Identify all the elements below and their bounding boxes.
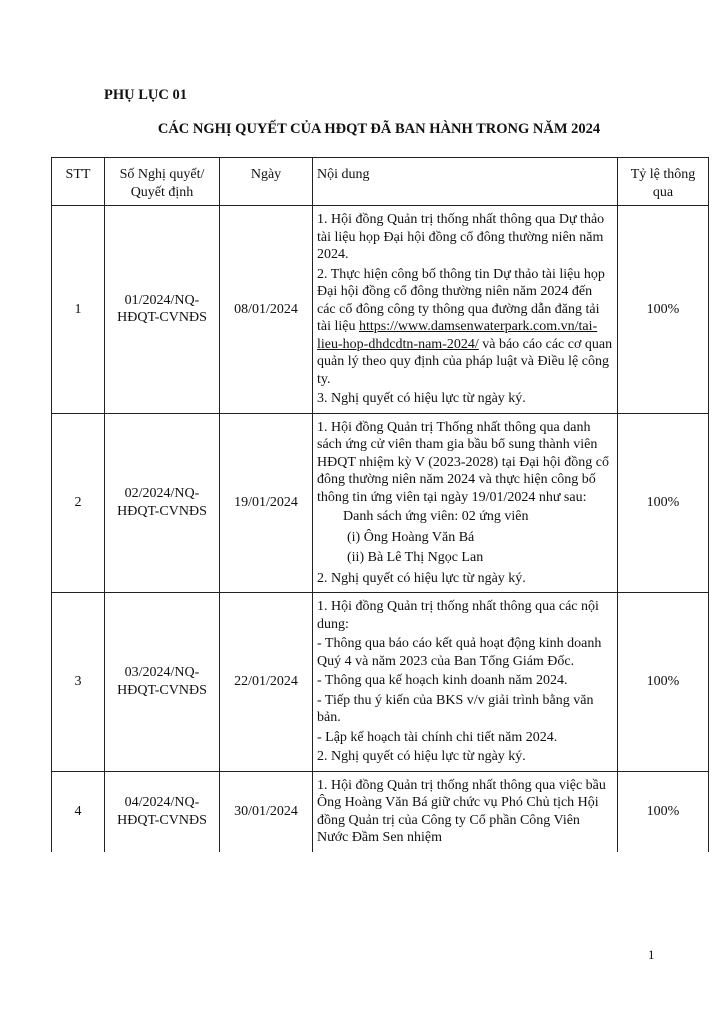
table-header-row [52, 158, 709, 206]
row-approval-rate: 100% [618, 206, 709, 414]
content-paragraph: 3. Nghị quyết có hiệu lực từ ngày ký. [317, 391, 526, 406]
row-stt: 4 [52, 771, 105, 852]
content-bullet: - Thông qua báo cáo kết quả hoạt động kinh doanh Quý 4 và năm 2023 của Ban Tổng Giám Đốc. [317, 636, 602, 669]
content-paragraph: 2. Nghị quyết có hiệu lực từ ngày ký. [317, 749, 526, 764]
content-paragraph: 1. Hội đồng Quản trị thống nhất thông qua việc bầu Ông Hoàng Văn Bá giữ chức vụ Phó Chủ tịch Hội đồng Quản trị của Công ty Cổ phần Công Viên Nước Đầm Sen nhiệm [317, 777, 606, 845]
row-content [313, 593, 618, 772]
content-text: và báo cáo các cơ quan quản lý theo quy định của pháp luật và Điều lệ công ty. [317, 336, 613, 387]
document-title: CÁC NGHỊ QUYẾT CỦA HĐQT ĐÃ BAN HÀNH TRONG NĂM 2024 [157, 121, 601, 137]
row-resolution-number: 02/2024/NQ-HĐQT-CVNĐS [105, 413, 220, 593]
header-resolution-number: Số Nghị quyết/ Quyết định [105, 158, 220, 206]
row-approval-rate: 100% [618, 771, 709, 852]
header-date: Ngày [220, 158, 313, 206]
candidate-list-title: Danh sách ứng viên: 02 ứng viên [343, 509, 529, 524]
row-stt: 3 [52, 593, 105, 772]
row-date: 19/01/2024 [220, 413, 313, 593]
row-approval-rate: 100% [618, 593, 709, 772]
row-resolution-number: 01/2024/NQ-HĐQT-CVNĐS [105, 206, 220, 414]
document-link[interactable]: https://www.damsenwaterpark.com.vn/tai-lieu-hop-dhdcdtn-nam-2024/ [317, 319, 598, 352]
content-paragraph [317, 266, 613, 389]
content-paragraph: 1. Hội đồng Quản trị thống nhất thông qua Dự thảo tài liệu họp Đại hội đồng cổ đông thường niên năm 2024. [317, 212, 605, 262]
content-bullet: - Tiếp thu ý kiến của BKS v/v giải trình bằng văn bản. [317, 692, 594, 725]
content-text: 2. Thực hiện công bố thông tin Dự thảo tài liệu họp Đại hội đồng cổ đông thường niên năm 2024 đến các cổ đông công ty thông qua đường dẫn đăng tải tài liệu [317, 266, 605, 334]
candidate-item: (i) Ông Hoàng Văn Bá [347, 529, 475, 545]
row-resolution-number: 03/2024/NQ-HĐQT-CVNĐS [105, 593, 220, 772]
content-paragraph: 1. Hội đồng Quản trị thống nhất thông qua các nội dung: [317, 599, 599, 632]
row-date: 30/01/2024 [220, 771, 313, 852]
header-approval-rate: Tỷ lệ thông qua [618, 158, 709, 206]
content-bullet: - Lập kế hoạch tài chính chi tiết năm 2024. [317, 729, 558, 745]
table-row [52, 771, 709, 852]
row-stt: 2 [52, 413, 105, 593]
row-content [313, 206, 618, 414]
row-content [313, 413, 618, 593]
row-content [313, 771, 618, 852]
table-row [52, 593, 709, 772]
row-stt: 1 [52, 206, 105, 414]
page-number: 1 [648, 947, 655, 962]
table-row [52, 413, 709, 593]
row-date: 22/01/2024 [220, 593, 313, 772]
content-bullet: - Thông qua kế hoạch kinh doanh năm 2024. [317, 673, 568, 688]
row-resolution-number: 04/2024/NQ-HĐQT-CVNĐS [105, 771, 220, 852]
content-paragraph: 1. Hội đồng Quản trị Thống nhất thông qua danh sách ứng cử viên tham gia bầu bổ sung thành viên HĐQT nhiệm kỳ V (2023-2028) tại Đại hội đồng cổ đông thường niên năm 2024 và thực hiện công bố thông tin ứng viên tại ngày 19/01/2024 như sau: [317, 419, 610, 505]
table-row [52, 206, 709, 414]
header-stt: STT [52, 158, 105, 206]
content-paragraph: 2. Nghị quyết có hiệu lực từ ngày ký. [317, 570, 526, 586]
header-content: Nội dung [313, 158, 618, 206]
row-date: 08/01/2024 [220, 206, 313, 414]
resolutions-table [51, 157, 709, 852]
row-approval-rate: 100% [618, 413, 709, 593]
appendix-title: PHỤ LỤC 01 [104, 87, 187, 103]
candidate-item: (ii) Bà Lê Thị Ngọc Lan [347, 550, 484, 565]
